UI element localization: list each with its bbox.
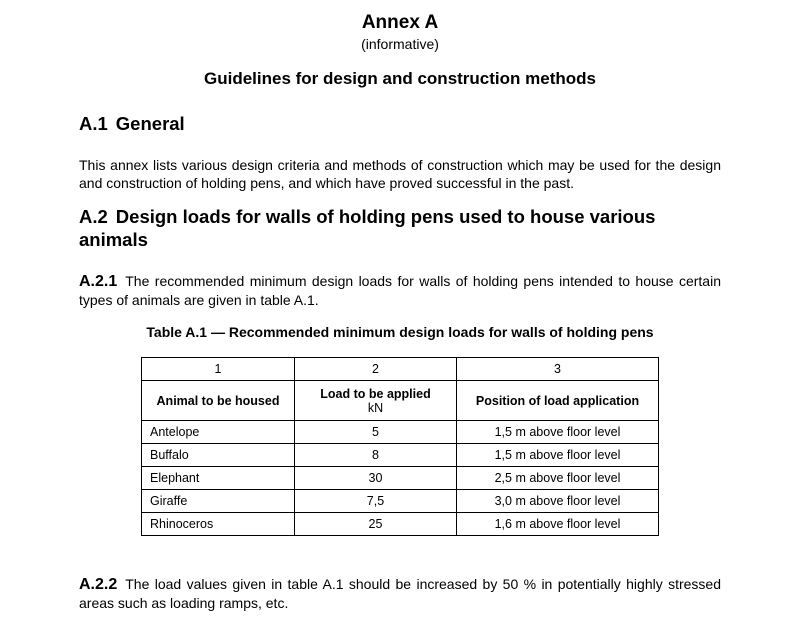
table-column-numbers bbox=[142, 358, 659, 381]
header-load-label: Load to be applied bbox=[320, 386, 431, 401]
column-number: 3 bbox=[457, 358, 659, 381]
paragraph-a21 bbox=[79, 272, 721, 309]
clause-a22-text: The load values given in table A.1 should be increased by 50 % in potentially highly stressed areas such as loading ramps, etc. bbox=[79, 576, 721, 611]
header-load bbox=[295, 381, 457, 421]
heading-a1-number: A.1 bbox=[79, 113, 108, 134]
column-number: 1 bbox=[142, 358, 295, 381]
loads-table bbox=[141, 357, 659, 536]
heading-a1-title: General bbox=[115, 113, 185, 134]
document-title: Guidelines for design and construction methods bbox=[204, 69, 596, 88]
table-row bbox=[142, 513, 659, 536]
cell-load: 25 bbox=[295, 513, 457, 536]
heading-a2 bbox=[79, 205, 729, 251]
cell-animal: Antelope bbox=[142, 421, 295, 444]
paragraph-a1: This annex lists various design criteria and methods of construction which may be used for the design and construction of holding pens, and which have proved successful in the past. bbox=[79, 157, 721, 191]
paragraph-a22 bbox=[79, 575, 721, 612]
cell-load: 30 bbox=[295, 467, 457, 490]
table-row bbox=[142, 467, 659, 490]
heading-a2-title: Design loads for walls of holding pens used to house various animals bbox=[79, 206, 656, 250]
annex-title: Annex A bbox=[361, 12, 439, 33]
cell-animal: Giraffe bbox=[142, 490, 295, 513]
cell-load: 5 bbox=[295, 421, 457, 444]
cell-position: 2,5 m above floor level bbox=[457, 467, 659, 490]
cell-animal: Buffalo bbox=[142, 444, 295, 467]
cell-position: 1,5 m above floor level bbox=[457, 444, 659, 467]
clause-a21-number: A.2.1 bbox=[79, 273, 118, 290]
cell-position: 1,5 m above floor level bbox=[457, 421, 659, 444]
header-animal: Animal to be housed bbox=[142, 381, 295, 421]
clause-a21-text: The recommended minimum design loads for walls of holding pens intended to house certain types of animals are given in table A.1. bbox=[79, 273, 721, 308]
column-number: 2 bbox=[295, 358, 457, 381]
table-row bbox=[142, 421, 659, 444]
heading-a1 bbox=[79, 112, 185, 135]
table-caption: Table A.1 — Recommended minimum design loads for walls of holding pens bbox=[146, 324, 654, 340]
header-position: Position of load application bbox=[457, 381, 659, 421]
table-row bbox=[142, 490, 659, 513]
annex-subtitle: (informative) bbox=[361, 36, 439, 52]
cell-animal: Elephant bbox=[142, 467, 295, 490]
cell-position: 3,0 m above floor level bbox=[457, 490, 659, 513]
cell-animal: Rhinoceros bbox=[142, 513, 295, 536]
cell-load: 8 bbox=[295, 444, 457, 467]
table-header-row bbox=[142, 381, 659, 421]
header-load-unit: kN bbox=[367, 400, 384, 415]
clause-a22-number: A.2.2 bbox=[79, 576, 118, 593]
table-row bbox=[142, 444, 659, 467]
cell-load: 7,5 bbox=[295, 490, 457, 513]
cell-position: 1,6 m above floor level bbox=[457, 513, 659, 536]
heading-a2-number: A.2 bbox=[79, 206, 108, 227]
